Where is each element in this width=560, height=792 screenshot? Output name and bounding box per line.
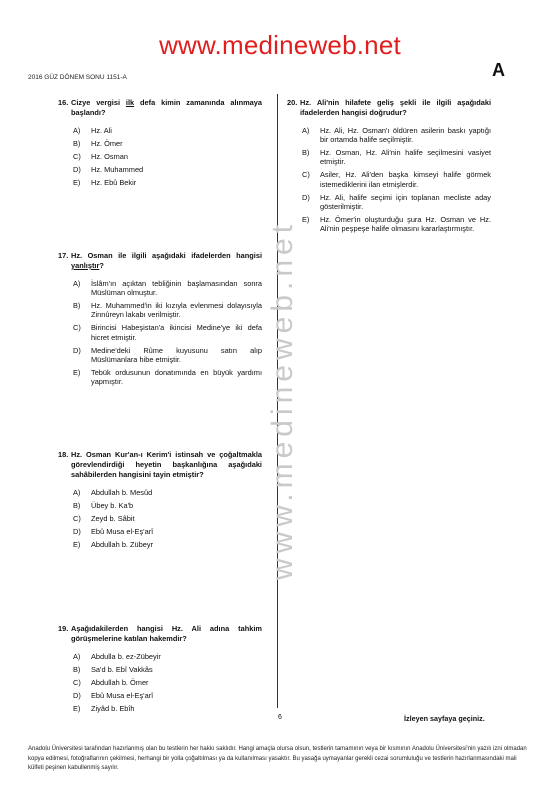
option-c[interactable]: C) Birincisi Habeşistan'a ikincisi Medine'ye iki defa hicret etmiştir. [73,323,262,342]
option-d[interactable]: D) Hz. Muhammed [73,165,144,174]
question-number: 16. [58,98,69,107]
question-19 [58,624,262,717]
question-number: 20. [287,98,298,107]
option-b[interactable]: B) Hz. Ömer [73,139,123,148]
question-20 [287,98,491,237]
options-list [73,279,262,386]
question-stem [58,450,262,480]
emphasis-underline: yanlıştır [71,261,100,270]
option-e[interactable]: E) Ziyâd b. Ebîh [73,704,135,713]
option-a[interactable]: A) Hz. Ali [73,126,112,135]
option-d[interactable]: D) Ebû Musa el-Eş'arî [73,691,154,700]
option-e[interactable]: E) Tebük ordusunun donatımında en büyük yardımı yapmıştır. [73,367,262,387]
option-b[interactable]: B) Hz. Osman, Hz. Ali'nin halife seçilmesini vasiyet etmiştir. [302,148,491,167]
option-d[interactable]: D) Ebû Musa el-Eş'arî [73,527,154,536]
question-number: 18. [58,450,69,459]
question-stem [58,98,262,118]
site-header[interactable]: www.medineweb.net [159,30,401,60]
next-page-note: İzleyen sayfaya geçiniz. [404,714,485,723]
question-18 [58,450,262,553]
question-text: Hz. Osman ile ilgili aşağıdaki ifadelerden hangisi yanlıştır? [71,251,262,270]
option-b[interactable]: B) Übey b. Ka'b [73,501,134,510]
watermark: www.medineweb.net [266,219,299,581]
question-number: 19. [58,624,69,633]
option-d[interactable]: D) Medine'deki Rûme kuyusunu satın alıp Müslümanlara hibe etmiştir. [73,345,262,364]
question-stem [58,624,262,644]
question-text: Cizye vergisi ilk defa kimin zamanında alınmaya başlandı? [71,98,262,117]
question-stem [58,251,262,271]
options-list [302,126,491,233]
options-list [73,126,262,187]
options-list [73,488,262,549]
option-a[interactable]: A) Abdulla b. ez-Zübeyir [73,652,161,661]
option-c[interactable]: C) Hz. Osman [73,152,128,161]
question-17 [58,251,262,390]
option-b[interactable]: B) Sa'd b. Ebî Vakkâs [73,665,153,674]
exam-code: 2016 GÜZ DÖNEM SONU 1151-A [28,74,127,81]
option-c[interactable]: C) Zeyd b. Sâbit [73,514,135,523]
question-text: Hz. Ali'nin hilafete geliş şekli ile ilgili aşağıdaki ifadelerden hangisi doğrudur? [300,98,491,117]
options-list [73,652,262,713]
emphasis-underline: ilk [125,98,135,107]
option-e[interactable]: E) Hz. Ebû Bekir [73,178,137,187]
question-number: 17. [58,251,69,260]
option-a[interactable]: A) Hz. Ali, Hz. Osman'ı öldüren asilerin baskı yaptığı bir ortamda halife seçilmiştir. [302,126,491,145]
copyright-notice: Anadolu Üniversitesi tarafından hazırlanmış olan bu testlerin her hakkı saklıdır. Hangi amaçla olursa olsun, testlerin tamamının veya bir kısmının Anadolu Üniversitesi'nin yazılı izni olmadan kopya edilmesi, fotoğraflarının çekilmesi, herhangi bir yolla çoğaltılması ya da kullanılması yasaktır. Bu yasağa uymayanlar gerekli cezai sorumluluğu ve testlerin hazırlanmasındaki mali külfeti peşinen kabullenmiş sayılır. [28,746,527,772]
option-e[interactable]: E) Hz. Ömer'in oluşturduğu şura Hz. Osman ve Hz. Ali'nin peşpeşe halife olmasını kararlaştırmıştır. [302,214,491,234]
question-text: Aşağıdakilerden hangisi Hz. Ali adına tahkim görüşmelerine katılan hakemdir? [71,624,262,643]
option-b[interactable]: B) Hz. Muhammed'in iki kızıyla evlenmesi dolayısıyla Zinnûreyn lakabı verilmiştir. [73,301,262,320]
question-16 [58,98,262,191]
option-c[interactable]: C) Asiler, Hz. Ali'den başka kimseyi halife görmek istemediklerini ilan etmişlerdir. [302,170,491,189]
option-a[interactable]: A) İslâm'ın açıktan tebliğinin başlamasından sonra Müslüman olmuştur. [73,279,262,298]
option-e[interactable]: E) Abdullah b. Zübeyr [73,540,154,549]
option-d[interactable]: D) Hz. Ali, halife seçimi için toplanan mecliste aday gösterilmiştir. [302,192,491,211]
question-text: Hz. Osman Kur'an-ı Kerim'i istinsah ve çoğaltmakla görevlendirdiği heyetin başkanlığına aşağıdaki sahâbilerden hangisini tayin etmiştir? [71,450,262,479]
option-c[interactable]: C) Abdullah b. Ömer [73,678,149,687]
booklet-letter: A [492,60,505,80]
option-a[interactable]: A) Abdullah b. Mesûd [73,488,153,497]
question-stem [287,98,491,118]
page-number: 6 [278,714,282,721]
